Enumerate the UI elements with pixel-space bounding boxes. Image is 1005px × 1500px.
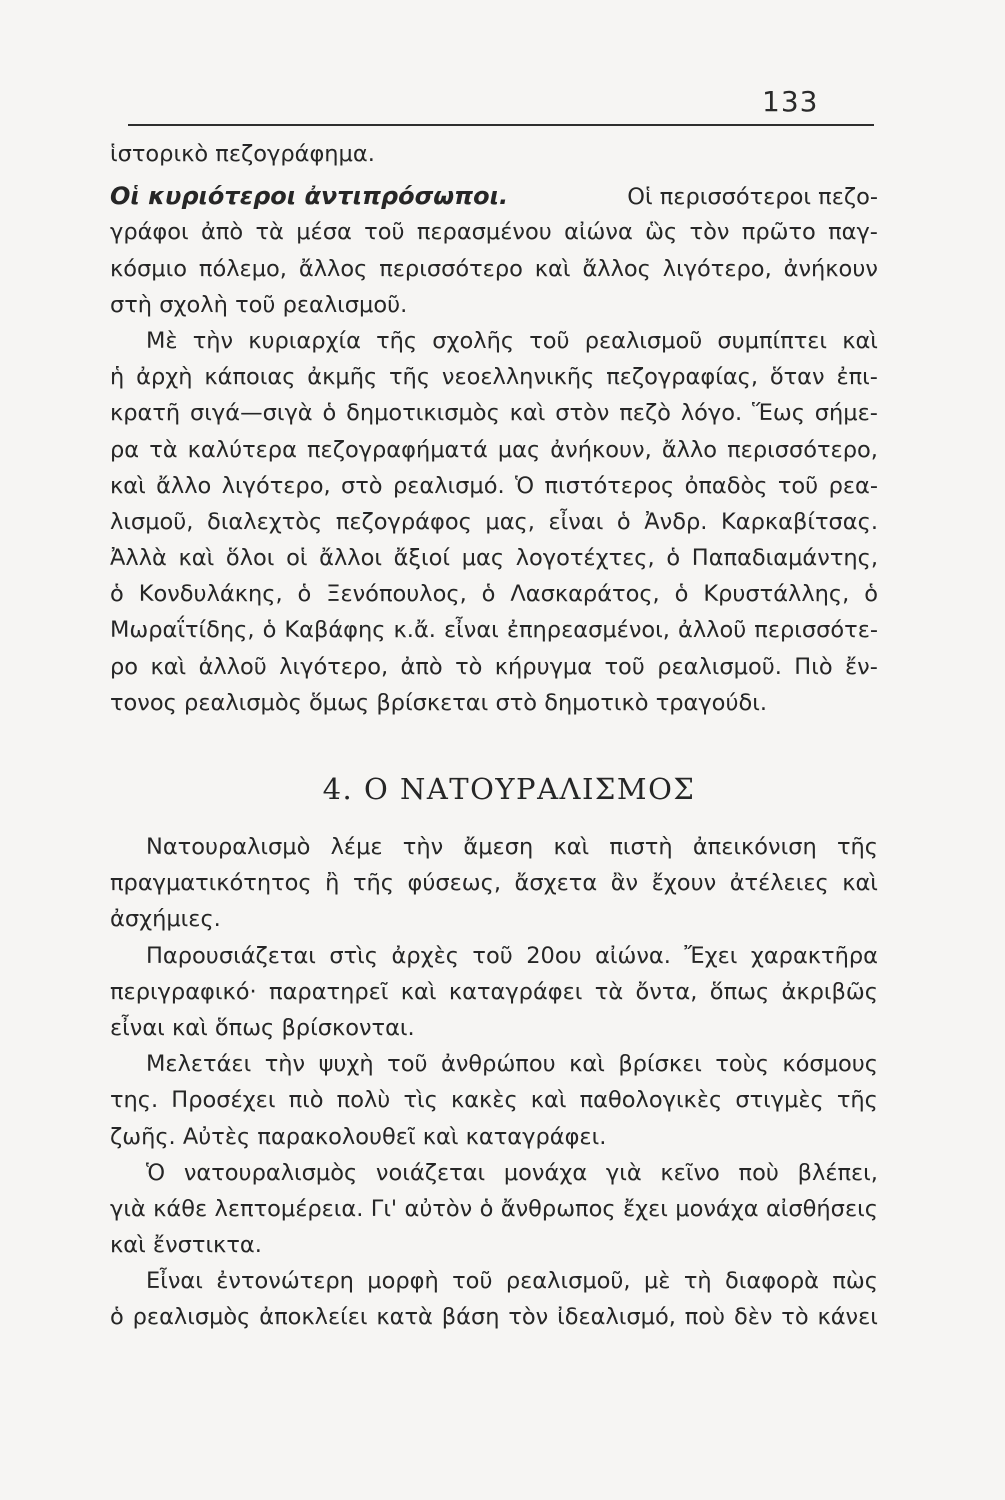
word: ὁ [481, 581, 496, 608]
word: ρεαλισμοῦ, [505, 1268, 631, 1295]
word: ἀποκλείει [259, 1304, 368, 1331]
text-line [110, 1191, 878, 1227]
word: ρο [110, 653, 139, 680]
word: ρα [110, 436, 140, 463]
word: διαλεχτὸς [207, 508, 323, 535]
word: βρίσκει [618, 1051, 702, 1078]
word: ρεαλισμό. [392, 472, 505, 499]
word: τὸν [508, 1304, 549, 1331]
word: καὶ [150, 653, 187, 680]
text-line [110, 685, 878, 721]
word: τοὺς [715, 1051, 769, 1078]
word: Ὁ [146, 1159, 166, 1186]
word: πραγματικότητος [110, 870, 312, 897]
word: ἀλλοῦ [677, 617, 747, 644]
text-line [110, 136, 878, 172]
word: καὶ [171, 1014, 208, 1041]
word: πιστὴ [609, 834, 673, 860]
word: περισσότερο [379, 255, 523, 282]
word: ἄλλο [661, 436, 718, 463]
text-line [110, 938, 878, 974]
word: ἔχει [622, 1195, 668, 1222]
word: τὰ [594, 978, 624, 1005]
word: 20ου [526, 942, 582, 969]
word: αἰώνα [564, 219, 633, 246]
word: ἀνήκουν [783, 255, 878, 282]
word: ἀπὸ [400, 653, 443, 680]
word: Ἔχει [684, 942, 738, 969]
word: ὅπως [214, 1014, 275, 1041]
word: ρεαλισμοῦ. [657, 653, 782, 680]
word: ἔν- [845, 653, 878, 680]
word: τοῦ [472, 942, 513, 969]
word: Καρκαβίτσας. [721, 508, 878, 535]
word: ἀκριβῶς [781, 978, 878, 1005]
word: λιγότερο, [221, 472, 331, 499]
word: παρατηρεῖ [269, 978, 389, 1005]
word: ἄλλο [156, 472, 212, 499]
word: κατὰ [376, 1304, 433, 1331]
word: καταγράφει. [465, 1123, 607, 1150]
word: Γι' [370, 1195, 398, 1222]
word: τῆς [352, 870, 394, 897]
word: βλέπει, [797, 1159, 878, 1186]
word: καὶ [842, 327, 878, 354]
word: σιγά—σιγὰ [190, 400, 313, 427]
text-line [110, 178, 878, 214]
word: ὅταν [769, 364, 825, 391]
word: ἄλλος [582, 255, 651, 282]
word: ποὺ [738, 1159, 779, 1186]
word: στὶς [329, 942, 379, 969]
word: πιὸ [288, 1087, 324, 1114]
word: ἄνθρωπος [500, 1195, 616, 1222]
word: Ξενόπουλος, [326, 581, 467, 608]
text-line [110, 865, 878, 901]
word: πιστότερος [544, 472, 675, 499]
word: ἀπὸ [201, 219, 244, 246]
word: μονάχα [503, 1159, 588, 1186]
word: ἐπι- [836, 364, 878, 391]
word: τὴν [264, 1051, 306, 1078]
word: ὁ [110, 1304, 124, 1331]
word: ἀπεικόνιση [692, 834, 817, 860]
text-line [110, 1119, 878, 1155]
word: καὶ [842, 870, 878, 897]
text-line [110, 540, 878, 576]
word: καὶ [509, 400, 546, 427]
word: δημοτικὸ [544, 689, 649, 716]
word: λόγο. [680, 400, 743, 427]
word: εἶναι [110, 1014, 165, 1041]
word: τὰ [149, 436, 178, 463]
text-line [110, 829, 878, 865]
word: νατουραλισμὸς [183, 1159, 358, 1186]
word: καὶ [569, 1051, 605, 1078]
word: τὰ [255, 219, 284, 246]
word: τῆς [389, 364, 431, 391]
word: μας, [485, 508, 535, 535]
word: τῆς [836, 834, 878, 860]
word: ὁ [674, 581, 689, 608]
word: πεζογράφος [335, 508, 472, 535]
word: Προσέχει [171, 1087, 276, 1114]
word: ρεαλισμὸς [132, 1304, 251, 1331]
word: παθολογικὲς [579, 1087, 723, 1114]
word: νεοελληνικῆς [441, 364, 595, 391]
word: τῆς [836, 1087, 878, 1114]
text-line [110, 1046, 878, 1082]
word: Εἶναι [146, 1268, 203, 1295]
word: ὁ [666, 545, 681, 572]
word: ὁ [616, 508, 631, 535]
word: τῆς [376, 327, 418, 354]
word: κάποιας [204, 364, 296, 391]
word: τοῦ [387, 1051, 428, 1078]
word: τοῦ [452, 1268, 493, 1295]
word: ὁ [322, 400, 337, 427]
word: λισμοῦ, [110, 508, 194, 535]
word: κακὲς [450, 1087, 518, 1114]
text-line [110, 504, 878, 540]
word: Μὲ [146, 327, 178, 354]
word: λέμε [330, 834, 383, 860]
word: ἔχουν [651, 870, 717, 897]
header-rule [128, 124, 874, 126]
word: ὅπως [709, 978, 770, 1005]
word: σήμε- [814, 400, 878, 427]
word: εἶναι [444, 617, 499, 644]
word: κυριαρχία [248, 327, 361, 354]
word: καλύτερα [187, 436, 297, 463]
word: κ.ἄ. [393, 617, 436, 644]
word: διαφορὰ [725, 1268, 819, 1295]
word: ὁ [110, 581, 124, 608]
word: τοῦ [777, 472, 819, 499]
word: πεζὸ [619, 400, 671, 427]
word: Μωραΐτίδης, [110, 617, 255, 644]
word: Αὐτὲς [182, 1123, 251, 1150]
word: ἂν [610, 870, 639, 897]
word: ὅλοι [225, 545, 275, 572]
word: τοῦ [364, 219, 405, 246]
word: ἄσχετα [514, 870, 598, 897]
word: ψυχὴ [318, 1051, 374, 1078]
word: βρίσκεται [376, 689, 489, 716]
word: λογοτέχτες, [515, 545, 655, 572]
word: αἰσθήσεις [765, 1195, 878, 1222]
word: ὄντα, [635, 978, 698, 1005]
word: ὅμως [309, 689, 370, 716]
word: πεζογραφήματά [307, 436, 488, 463]
word: ἀκμῆς [307, 364, 378, 391]
word: καὶ [422, 1123, 459, 1150]
word: κάθε [153, 1195, 208, 1222]
word: λιγότερο, [279, 653, 389, 680]
paragraph-heading: Οἱ κυριότεροι ἀντιπρόσωποι. [110, 182, 509, 211]
word: της. [110, 1087, 159, 1114]
word: ἀνήκουν, [550, 436, 652, 463]
word: κόσμιο [110, 255, 187, 282]
word: κήρυγμα [494, 653, 593, 680]
text-line [110, 359, 878, 395]
word: ἀτέλειες [729, 870, 829, 897]
text-line [110, 1155, 878, 1191]
text-line [110, 974, 878, 1010]
word: τὸ [781, 1304, 809, 1331]
word: τὴν [192, 327, 234, 354]
word: πὼς [832, 1268, 878, 1295]
word: καὶ [530, 1087, 567, 1114]
word: γιὰ [605, 1159, 642, 1186]
word: Κονδυλάκης, [138, 581, 283, 608]
text-line [110, 323, 878, 359]
word: πεζογραφίας, [606, 364, 759, 391]
word: αἰώνα. [595, 942, 671, 969]
word: ἐπηρεασμένοι, [506, 617, 670, 644]
word: μας [497, 436, 541, 463]
word: ἰδεαλισμό, [557, 1304, 676, 1331]
word: παγ- [828, 219, 878, 246]
word: Παπαδιαμάντης, [691, 545, 878, 572]
text-line [110, 649, 878, 685]
word: ὀπαδὸς [684, 472, 768, 499]
word: πρῶτο [741, 219, 816, 246]
word: καὶ [534, 255, 571, 282]
word: ἄλλος [298, 255, 368, 282]
word: ὁ [479, 1195, 494, 1222]
word: ρεαλισμὸς [184, 689, 302, 716]
word: καὶ [110, 1232, 146, 1259]
word: ζωῆς. [110, 1123, 176, 1150]
word: γράφοι [110, 219, 189, 246]
word: τονος [110, 689, 177, 716]
word: δημοτικισμὸς [346, 400, 500, 427]
word: τὸ [455, 653, 483, 680]
word: Λασκαράτος, [510, 581, 660, 608]
word: φύσεως, [407, 870, 501, 897]
word: μέσα [296, 219, 352, 246]
word: καὶ [400, 978, 437, 1005]
section-title: 4. Ο ΝΑΤΟΥΡΑΛΙΣΜΟΣ [322, 772, 696, 806]
word: Καβάφης [284, 617, 386, 644]
word: σχολῆς [432, 327, 515, 354]
word: γιὰ [110, 1195, 146, 1222]
text-line [110, 612, 878, 648]
word: ἢ [325, 870, 340, 897]
word: περασμένου [416, 219, 552, 246]
text-line [110, 395, 878, 431]
word: νοιάζεται [375, 1159, 486, 1186]
word: βρίσκονται. [281, 1014, 415, 1041]
word: στὸν [555, 400, 610, 427]
word: ὁ [864, 581, 878, 608]
word: πεζογράφημα. [215, 141, 375, 167]
word: Ἀνδρ. [644, 508, 708, 535]
word: ἄλλοι [319, 545, 382, 572]
word: μὲ [643, 1268, 671, 1295]
word: Πιὸ [794, 653, 833, 680]
word: στὸ [495, 689, 538, 716]
word: στὴ [110, 291, 153, 318]
word: εἶναι [548, 508, 604, 535]
word: ἀρχὴ [136, 364, 193, 391]
word: ὁ [297, 581, 312, 608]
page-number: 133 [762, 85, 819, 118]
word: Ὁ [515, 472, 535, 499]
word: μονάχα [675, 1195, 759, 1222]
word: κεῖνο [660, 1159, 720, 1186]
word: συμπίπτει [717, 327, 828, 354]
word: Ἕως [752, 400, 805, 427]
text-line [110, 251, 878, 287]
word: κρατῆ [110, 400, 181, 427]
word: καὶ [110, 472, 146, 499]
word: καταγράφει [448, 978, 583, 1005]
word: ρεαλισμοῦ [584, 327, 703, 354]
text-line [110, 1299, 878, 1335]
word: ἐντονώτερη [216, 1268, 354, 1295]
word: τοῦ [235, 291, 276, 318]
word: ὣς [645, 219, 678, 246]
word: λεπτομέρεια. [214, 1195, 364, 1222]
word: τὶς [403, 1087, 438, 1114]
word: ὁ [262, 617, 277, 644]
text-line [110, 901, 878, 937]
word: ποὺ [684, 1304, 726, 1331]
word: περισσότερο, [727, 436, 878, 463]
text-line [110, 287, 878, 323]
word: Κρυστάλλης, [703, 581, 850, 608]
word: τὴ [683, 1268, 712, 1295]
word: μορφὴ [367, 1268, 439, 1295]
word: στὸ [341, 472, 383, 499]
text-line [110, 1010, 878, 1046]
word: πολὺ [336, 1087, 391, 1114]
word: ἀρχὲς [391, 942, 459, 969]
word: αὐτὸν [404, 1195, 473, 1222]
text-line [110, 432, 878, 468]
word: Ἀλλὰ [110, 545, 167, 572]
word: δὲν [733, 1304, 773, 1331]
word: ἀσχήμιες. [110, 906, 221, 933]
text-line [110, 1227, 878, 1263]
word: ἡ [110, 364, 125, 391]
word: περισσότε- [754, 617, 878, 644]
word: καὶ [553, 834, 590, 860]
word: τοῦ [604, 653, 645, 680]
word: σχολὴ [159, 291, 228, 318]
word: ρεα- [828, 472, 878, 499]
word: κάνει [817, 1304, 878, 1331]
word: περιγραφικό· [110, 978, 257, 1005]
text-line [110, 1082, 878, 1118]
word: ρεαλισμοῦ. [282, 291, 408, 318]
text-line [110, 1263, 878, 1299]
text-line [110, 214, 878, 250]
word: καὶ [178, 545, 215, 572]
word: κόσμους [782, 1051, 878, 1078]
word: ἄμεση [463, 834, 534, 860]
word: βάση [441, 1304, 500, 1331]
word: Μελετάει [146, 1051, 252, 1078]
text-line-tail: Οἱ περισσότεροι πεζο- [627, 184, 878, 211]
word: Παρουσιάζεται [146, 942, 316, 969]
text-line [110, 576, 878, 612]
word: τὸν [689, 219, 730, 246]
word: ἄξιοί [393, 545, 451, 572]
word: πόλεμο, [198, 255, 287, 282]
word: λιγότερο, [662, 255, 772, 282]
page-body [110, 136, 878, 1336]
word: τοῦ [529, 327, 570, 354]
word: μας [461, 545, 505, 572]
text-line [110, 468, 878, 504]
word: ἀνθρώπου [441, 1051, 556, 1078]
word: οἱ [286, 545, 308, 572]
word: Νατουραλισμὸ [146, 834, 311, 860]
word: τὴν [402, 834, 444, 860]
word: παρακολουθεῖ [257, 1123, 416, 1150]
word: τραγούδι. [655, 689, 767, 716]
word: ἱστορικὸ [110, 141, 209, 167]
word: στιγμὲς [735, 1087, 824, 1114]
word: ἀλλοῦ [198, 653, 267, 680]
word: χαρακτῆρα [750, 942, 878, 969]
word: ἔνστικτα. [152, 1232, 262, 1259]
